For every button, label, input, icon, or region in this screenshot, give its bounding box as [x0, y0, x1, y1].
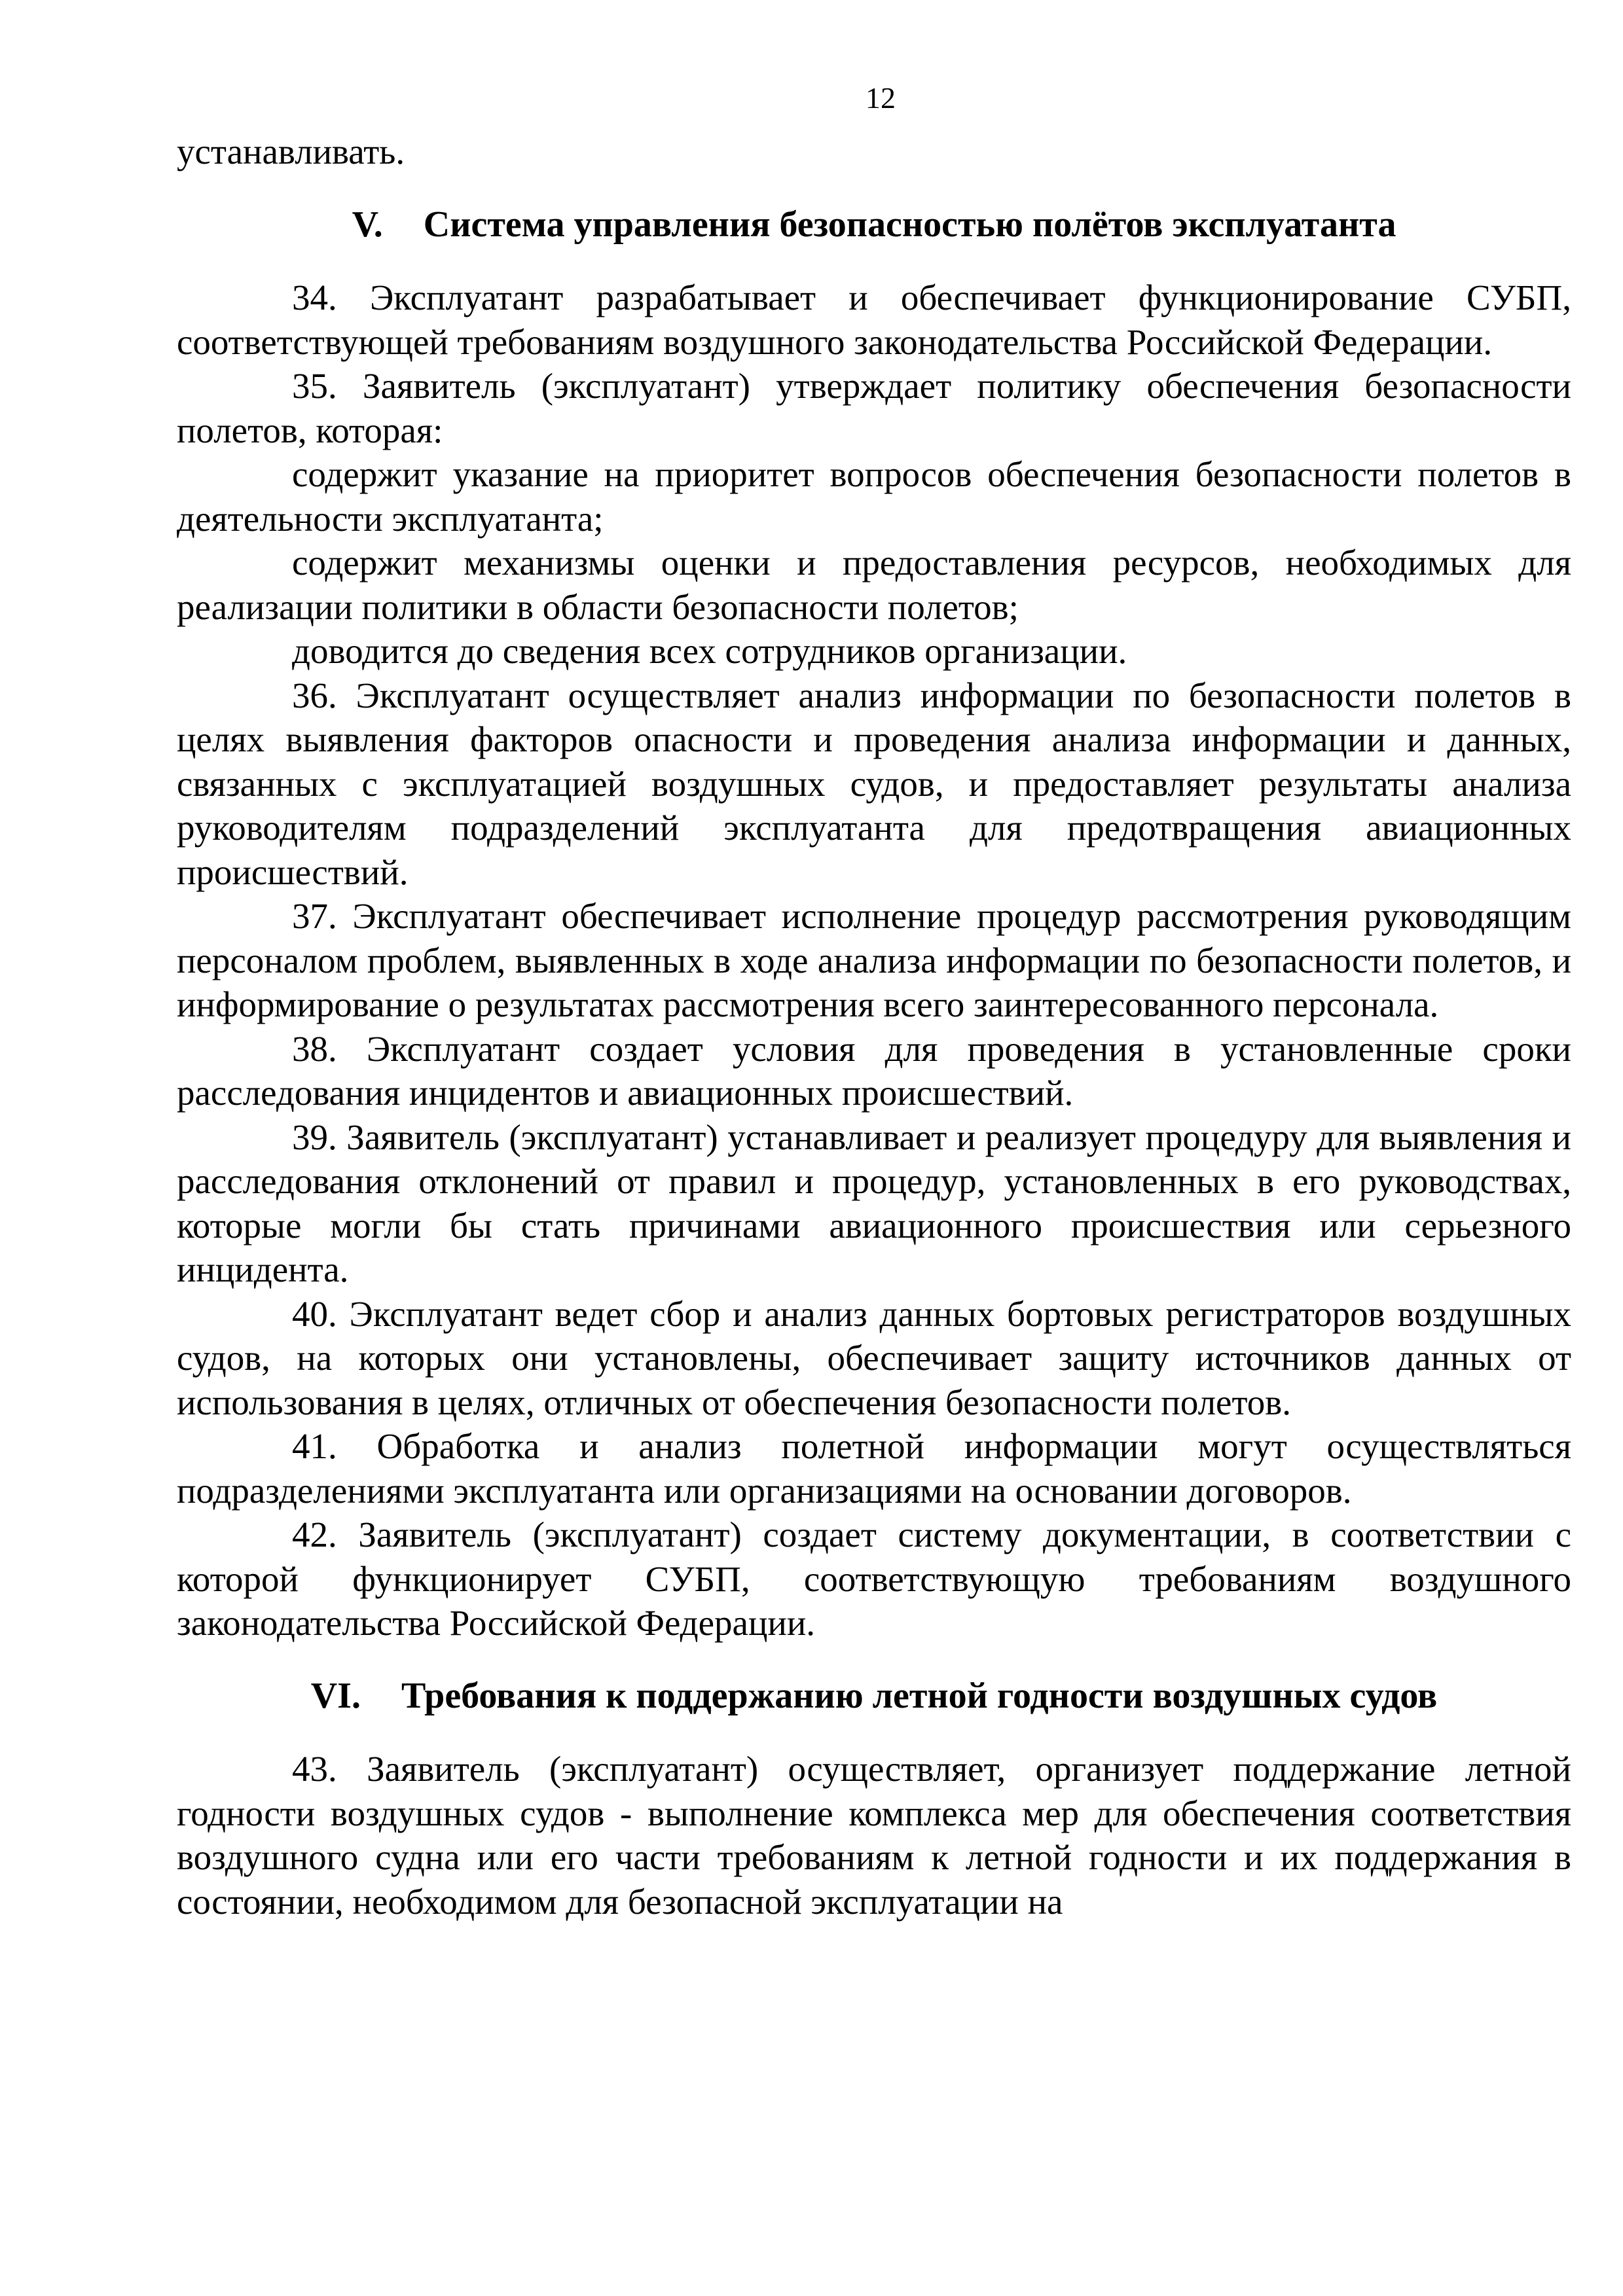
paragraph-35-item-3: доводится до сведения всех сотрудников организации.	[292, 631, 1127, 671]
paragraph-40: 40. Эксплуатант ведет сбор и анализ данных бортовых регистраторов воздушных судов, на которых они установлены, обеспечивает защиту источников данных от использования в целях, отличных от обеспечения безопасности полетов.	[177, 1293, 1571, 1422]
section-heading-vi	[177, 1674, 1571, 1719]
paragraph-35-item-1: содержит указание на приоритет вопросов обеспечения безопасности полетов в деятельности эксплуатанта;	[177, 454, 1571, 539]
paragraph-35: 35. Заявитель (эксплуатант) утверждает политику обеспечения безопасности полетов, которая:	[177, 366, 1571, 450]
paragraph-41: 41. Обработка и анализ полетной информации могут осуществляться подразделениями эксплуатанта или организациями на основании договоров.	[177, 1426, 1571, 1511]
paragraph-42: 42. Заявитель (эксплуатант) создает систему документации, в соответствии с которой функционирует СУБП, соответствующую требованиям воздушного законодательства Российской Федерации.	[177, 1515, 1571, 1643]
paragraph-43: 43. Заявитель (эксплуатант) осуществляет, организует поддержание летной годности воздушных судов - выполнение комплекса мер для обеспечения соответствия воздушного судна или его части требованиям к летной годности и их поддержания в состоянии, необходимом для безопасной эксплуатации на	[177, 1749, 1571, 1922]
paragraph-35-item-2: содержит механизмы оценки и предоставления ресурсов, необходимых для реализации политики в области безопасности полетов;	[177, 543, 1571, 627]
paragraph-34: 34. Эксплуатант разрабатывает и обеспечивает функционирование СУБП, соответствующей требованиям воздушного законодательства Российской Федерации.	[177, 278, 1571, 362]
section-numeral: V.	[352, 204, 383, 245]
section-numeral: VI.	[310, 1675, 361, 1716]
paragraph-39: 39. Заявитель (эксплуатант) устанавливает и реализует процедуру для выявления и расследования отклонений от правил и процедур, установленных в его руководствах, которые могли бы стать причинами авиационного происшествия или серьезного инцидента.	[177, 1117, 1571, 1289]
page-number: 12	[866, 81, 896, 115]
section-title: Требования к поддержанию летной годности воздушных судов	[401, 1675, 1438, 1716]
section-title: Система управления безопасностью полётов эксплуатанта	[423, 204, 1396, 245]
document-page	[177, 79, 1571, 1924]
paragraph-38: 38. Эксплуатант создает условия для проведения в установленные сроки расследования инцидентов и авиационных происшествий.	[177, 1028, 1571, 1113]
section-heading-v	[177, 203, 1571, 247]
paragraph-37: 37. Эксплуатант обеспечивает исполнение процедур рассмотрения руководящим персоналом проблем, выявленных в ходе анализа информации по безопасности полетов, и информирование о результатах рассмотрения всего заинтересованного персонала.	[177, 896, 1571, 1024]
paragraph-36: 36. Эксплуатант осуществляет анализ информации по безопасности полетов в целях выявления факторов опасности и проведения анализа информации и данных, связанных с эксплуатацией воздушных судов, и предоставляет результаты анализа руководителям подразделений эксплуатанта для предотвращения авиационных происшествий.	[177, 675, 1571, 892]
lead-text: устанавливать.	[177, 132, 405, 171]
